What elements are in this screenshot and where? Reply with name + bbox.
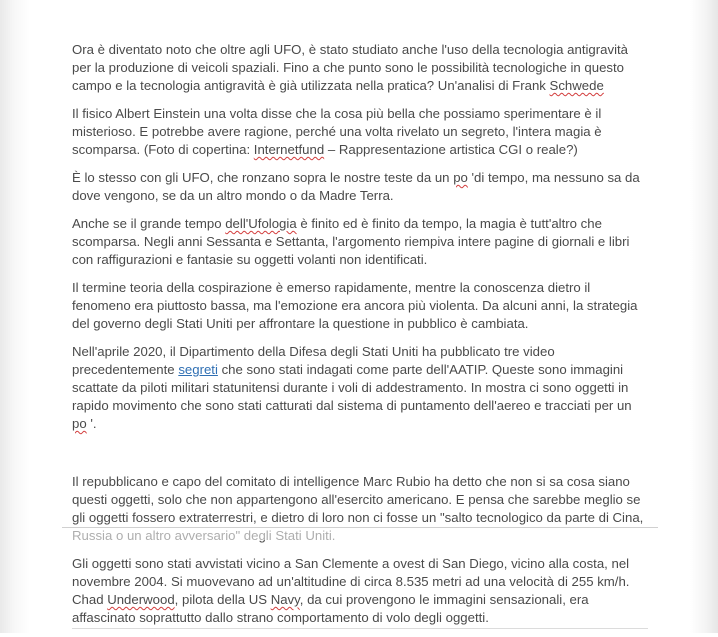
paragraph-rubio — [72, 473, 648, 545]
pilot-name: Underwood — [107, 592, 175, 607]
pentagon-text-b: che sono stati indagati come parte dell'AATIP. Queste sono immagini scattate da piloti militari statunitensi durante i voli di addestramento. In mostra ci sono oggetti in rapido movimento che sono stati catturati dal sistema di puntamento dell'aereo e tracciati per un — [72, 362, 632, 413]
pentagon-text-po: po — [72, 416, 87, 431]
photo-caption-tail: – Rappresentazione artistica CGI o reale?) — [324, 142, 578, 157]
photo-credit: Internetfund — [253, 142, 325, 157]
intro-text: Ora è diventato noto che oltre agli UFO, è stato studiato anche l'uso della tecnologia antigravità per la produzione di veicoli spaziali. Fino a che punto sono le possibilità tecnologiche in questo campo e la tecnologia antigravità è già utilizzata nella pratica? Un'analisi di Frank — [72, 42, 628, 93]
ufo-text-b: 'di tempo, ma nessuno sa da dove vengono, se da un altro mondo o da Madre Terra. — [72, 170, 640, 203]
rubio-text: Il repubblicano e capo del comitato di intelligence Marc Rubio ha detto che non si sa cosa siano questi oggetti, solo che non appartengono all'esercito americano. E pensa che sarebbe meglio se gli oggetti fossero extraterrestri, e dietro di loro non ci fosse un "salto tecnologico da parte di Cina, — [72, 474, 644, 525]
article-body — [72, 41, 648, 637]
embedded-media-gap — [72, 443, 648, 473]
ufologia-text-b: è finito ed è finito da tempo, la magia è tutt'altro che scomparsa. Negli anni Sessanta e Settanta, l'argomento riempiva intere pagine di giornali e libri con raffigurazioni e fantasie su oggetti volanti non identificati. — [72, 216, 630, 267]
ufologia-text-a: Anche se il grande tempo — [72, 216, 226, 231]
paragraph-conspiracy: Il termine teoria della cospirazione è emerso rapidamente, mentre la conoscenza dietro il fenomeno era piuttosto bassa, ma l'emozione era ancora più violenta. Da alcuni anni, la strategia del governo degli Stati Uniti per affrontare la questione in pubblico è cambiata. — [72, 280, 638, 331]
paragraph-pentagon — [72, 343, 648, 433]
paragraph-intro — [72, 41, 648, 95]
pentagon-text-a: Nell'aprile 2020, il Dipartimento della Difesa degli Stati Uniti ha pubblicato tre video precedentemente — [72, 344, 555, 377]
sighting-text-c: , da cui provengono le immagini sensazionali, era affascinato soprattutto dallo strano comportamento di volo degli oggetti. — [72, 592, 589, 625]
pentagon-text-c: '. — [86, 416, 97, 431]
sighting-text-b: , pilota della US — [174, 592, 271, 607]
paragraph-ufologia — [72, 215, 648, 269]
paragraph-ufo — [72, 169, 648, 205]
paragraph-sighting — [72, 555, 648, 627]
navy-word: Navy — [270, 592, 300, 607]
einstein-text: Il fisico Albert Einstein una volta disse che la cosa più bella che possiamo sperimentare è il misterioso. E potrebbe avere ragione, perché una volta rivelato un segreto, l'intera magia è scomparsa. (Foto di copertina: — [72, 106, 602, 157]
ufologia-word: dell'Ufologia — [225, 216, 297, 231]
scroll-clip-overlay — [62, 527, 658, 540]
paragraph-einstein — [72, 105, 648, 159]
ufo-text-po: po — [453, 170, 468, 185]
author-name: Schwede — [549, 78, 604, 93]
segreti-link[interactable]: segreti — [178, 362, 218, 377]
ufo-text-a: È lo stesso con gli UFO, che ronzano sopra le nostre teste da un — [72, 170, 454, 185]
sighting-text-a: Gli oggetti sono stati avvistati vicino a San Clemente a ovest di San Diego, vicino alla costa, nel novembre 2004. Si muovevano ad un'altitudine di circa 8.535 metri ad una velocità di 255 km/h. Chad — [72, 556, 630, 607]
bottom-divider — [72, 628, 648, 629]
